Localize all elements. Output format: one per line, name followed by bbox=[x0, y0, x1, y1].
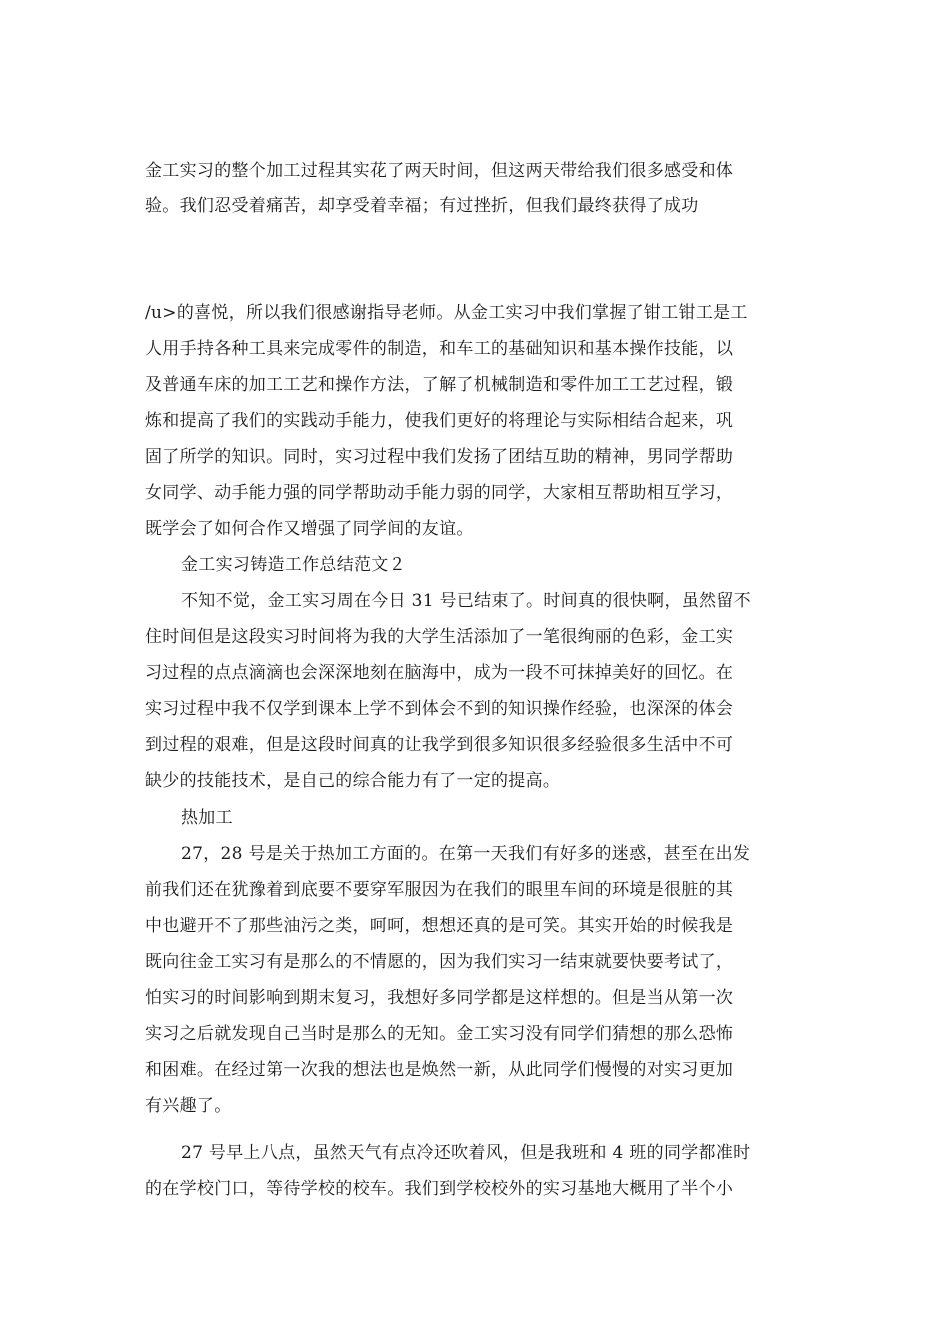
paragraph-line: 怕实习的时间影响到期末复习，我想好多同学都是这样想的。但是当从第一次 bbox=[145, 988, 734, 1008]
paragraph-line: 27 号早上八点，虽然天气有点冷还吹着风，但是我班和 4 班的同学都准时 bbox=[181, 1143, 751, 1163]
paragraph-line: 实习之后就发现自己当时是那么的无知。金工实习没有同学们猜想的那么恐怖 bbox=[145, 1024, 734, 1044]
paragraph-line: 人用手持各种工具来完成零件的制造，和车工的基础知识和基本操作技能，以 bbox=[145, 339, 734, 359]
paragraph-line: 女同学、动手能力强的同学帮助动手能力弱的同学，大家相互帮助相互学习， bbox=[145, 483, 734, 503]
document-page bbox=[145, 0, 810, 1344]
paragraph-line: 中也避开不了那些油污之类，呵呵，想想还真的是可笑。其实开始的时候我是 bbox=[145, 916, 734, 936]
paragraph-line: 既向往金工实习有是那么的不情愿的，因为我们实习一结束就要快要考试了， bbox=[145, 952, 734, 972]
paragraph-line: 既学会了如何合作又增强了同学间的友谊。 bbox=[145, 519, 474, 539]
paragraph-line: 及普通车床的加工工艺和操作方法，了解了机械制造和零件加工工艺过程，锻 bbox=[145, 375, 734, 395]
paragraph-line: 有兴趣了。 bbox=[145, 1096, 232, 1116]
paragraph-line: 27，28 号是关于热加工方面的。在第一天我们有好多的迷惑，甚至在出发 bbox=[181, 844, 751, 864]
section-heading: 金工实习铸造工作总结范文２ bbox=[181, 555, 406, 575]
paragraph-line: 缺少的技能技术，是自己的综合能力有了一定的提高。 bbox=[145, 771, 561, 791]
paragraph-line: /u>的喜悦，所以我们很感谢指导老师。从金工实习中我们掌握了钳工钳工是工 bbox=[145, 303, 748, 323]
section-heading: 热加工 bbox=[181, 808, 233, 828]
paragraph-line: 的在学校门口，等待学校的校车。我们到学校校外的实习基地大概用了半个小 bbox=[145, 1179, 734, 1199]
paragraph-line: 实习过程中我不仅学到课本上学不到体会不到的知识操作经验，也深深的体会 bbox=[145, 699, 734, 719]
paragraph-line: 住时间但是这段实习时间将为我的大学生活添加了一笔很绚丽的色彩，金工实 bbox=[145, 627, 734, 647]
paragraph-line: 和困难。在经过第一次我的想法也是焕然一新，从此同学们慢慢的对实习更加 bbox=[145, 1060, 734, 1080]
paragraph-line: 炼和提高了我们的实践动手能力，使我们更好的将理论与实际相结合起来，巩 bbox=[145, 411, 734, 431]
paragraph-line: 习过程的点点滴滴也会深深地刻在脑海中，成为一段不可抹掉美好的回忆。在 bbox=[145, 663, 734, 683]
paragraph-line: 金工实习的整个加工过程其实花了两天时间，但这两天带给我们很多感受和体 bbox=[145, 161, 734, 181]
paragraph-line: 不知不觉，金工实习周在今日 31 号已结束了。时间真的很快啊，虽然留不 bbox=[181, 591, 751, 611]
paragraph-line: 前我们还在犹豫着到底要不要穿军服因为在我们的眼里车间的环境是很脏的其 bbox=[145, 880, 734, 900]
paragraph-line: 验。我们忍受着痛苦，却享受着幸福；有过挫折，但我们最终获得了成功 bbox=[145, 196, 699, 216]
paragraph-line: 固了所学的知识。同时，实习过程中我们发扬了团结互助的精神，男同学帮助 bbox=[145, 447, 734, 467]
paragraph-line: 到过程的艰难，但是这段时间真的让我学到很多知识很多经验很多生活中不可 bbox=[145, 735, 734, 755]
